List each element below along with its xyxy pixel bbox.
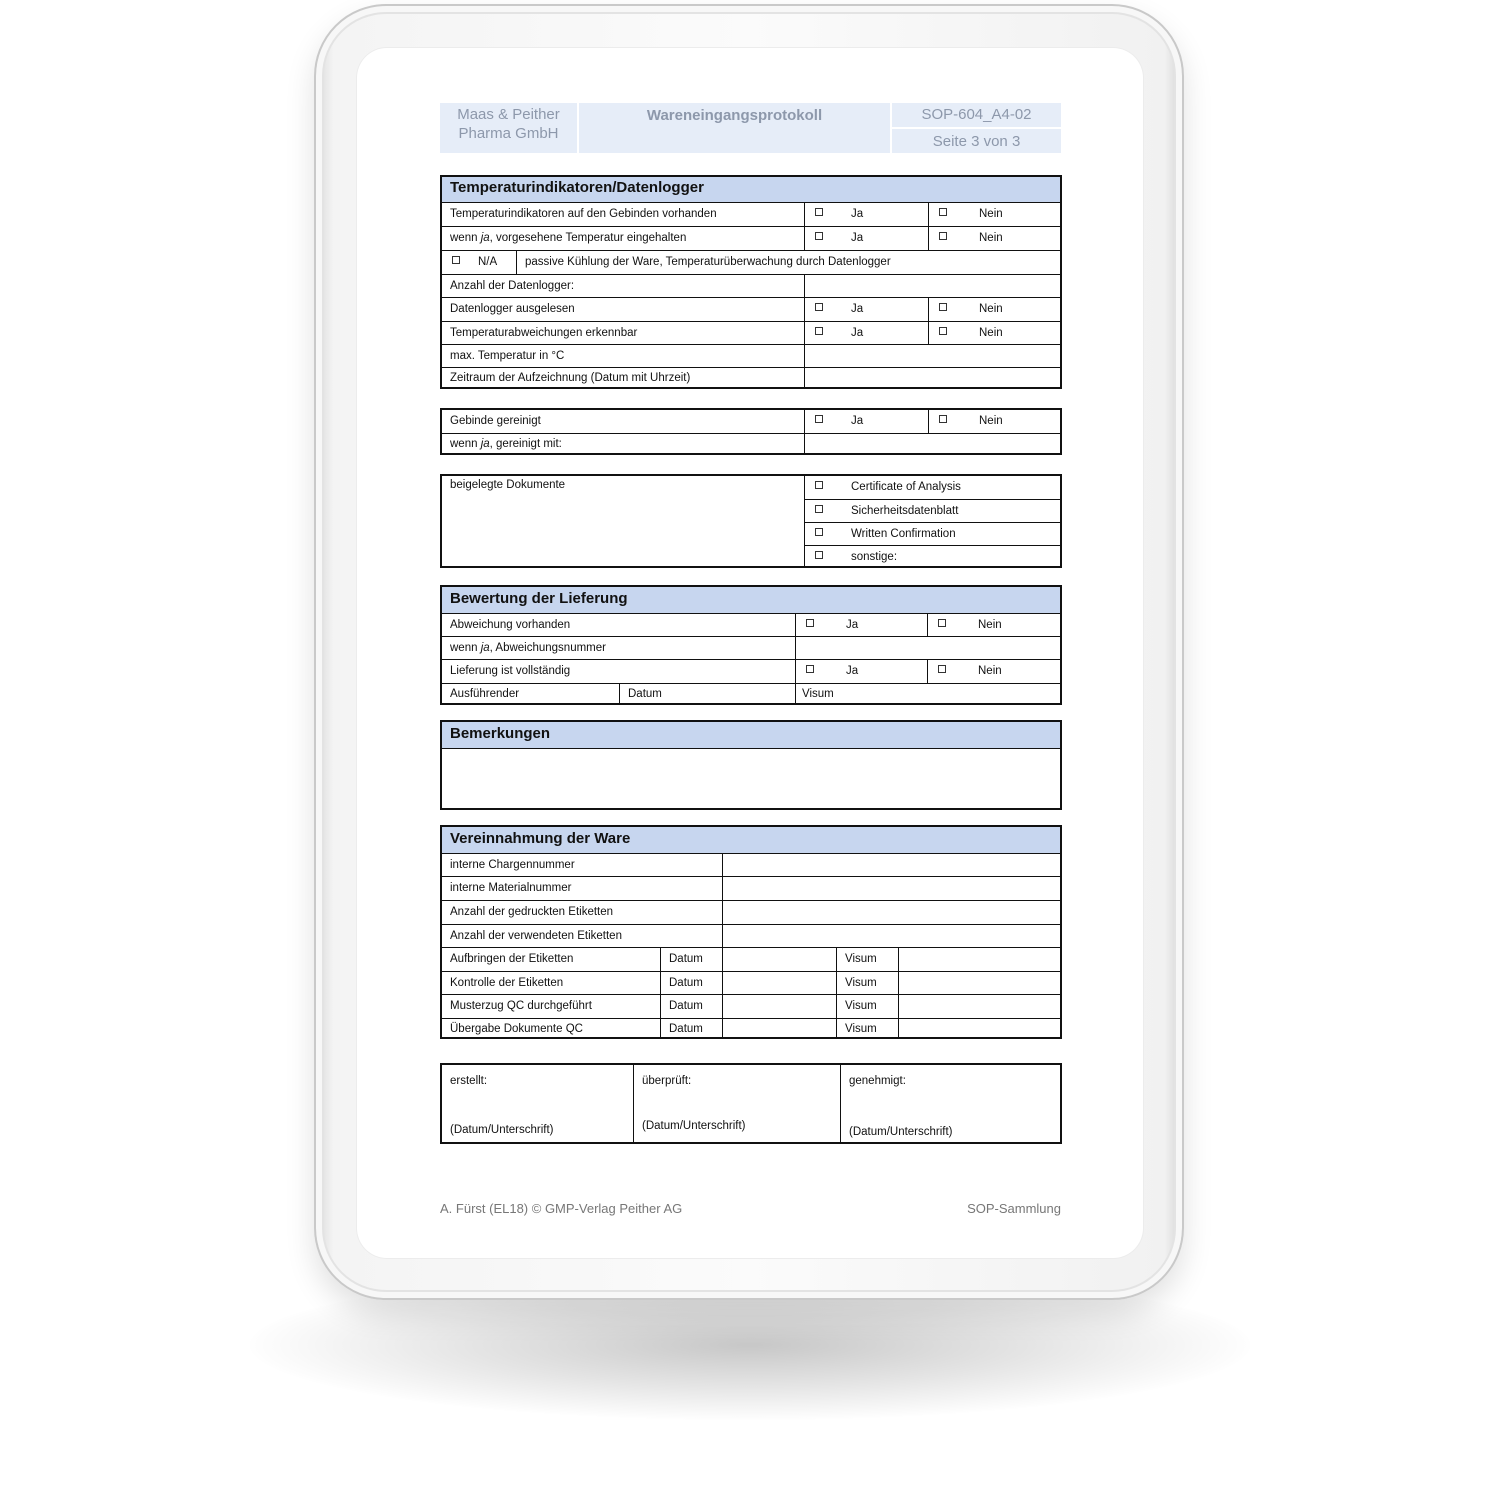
table-row xyxy=(442,226,1060,250)
signature-hint: (Datum/Unterschrift) xyxy=(849,1126,953,1138)
row-label xyxy=(442,227,804,250)
visum-field[interactable] xyxy=(898,948,1060,971)
label-text: , vorgesehene Temperatur eingehalten xyxy=(489,232,687,244)
table-row xyxy=(442,876,1060,900)
visum-label: Visum xyxy=(836,995,898,1018)
checkbox[interactable] xyxy=(815,232,823,240)
option-label: Sicherheitsdatenblatt xyxy=(851,505,959,517)
label-text: , Abweichungsnummer xyxy=(489,642,606,654)
row-label: Aufbringen der Etiketten xyxy=(450,953,574,965)
date-label: Datum xyxy=(660,948,722,971)
table-row xyxy=(442,274,1060,297)
row-label xyxy=(442,637,795,659)
row-label: Abweichung vorhanden xyxy=(450,619,571,631)
row-label: Musterzug QC durchgeführt xyxy=(450,1000,592,1012)
option-label: Ja xyxy=(851,327,864,339)
option-label: Written Confirmation xyxy=(851,528,956,540)
documents-table xyxy=(440,474,1062,568)
table-row xyxy=(442,297,1060,321)
table-row xyxy=(442,659,1060,683)
checkbox[interactable] xyxy=(806,665,814,673)
table-row xyxy=(442,250,1060,274)
option-label: N/A xyxy=(478,256,498,268)
nein-option[interactable] xyxy=(928,410,1060,433)
page-number: Seite 3 von 3 xyxy=(892,129,1061,153)
label-text: wenn xyxy=(450,438,481,450)
option-label: Ja xyxy=(846,619,859,631)
checkbox[interactable] xyxy=(939,208,947,216)
value-field[interactable] xyxy=(804,368,1060,387)
option-label: Nein xyxy=(978,665,1002,677)
visum-label: Visum xyxy=(836,948,898,971)
signature-hint: (Datum/Unterschrift) xyxy=(642,1120,746,1132)
document-header xyxy=(440,103,1061,153)
table-row xyxy=(442,853,1060,876)
row-label: passive Kühlung der Ware, Temperaturüberwachung durch Datenlogger xyxy=(516,251,1060,274)
row-label: Temperaturabweichungen erkennbar xyxy=(450,327,638,339)
row-label: Datenlogger ausgelesen xyxy=(450,303,575,315)
label-text: wenn xyxy=(450,642,481,654)
checkbox[interactable] xyxy=(815,551,823,559)
nein-option[interactable] xyxy=(928,298,1060,321)
label-emphasis: ja xyxy=(480,232,490,244)
checkbox[interactable] xyxy=(939,327,947,335)
footer-copyright: A. Fürst (EL18) © GMP-Verlag Peither AG xyxy=(440,1201,683,1216)
ja-option[interactable] xyxy=(804,410,928,433)
option-label: sonstige: xyxy=(851,551,898,563)
visum-label: Visum xyxy=(795,684,1060,703)
row-label xyxy=(442,434,804,453)
date-field[interactable] xyxy=(722,1019,836,1037)
ja-option[interactable] xyxy=(804,298,928,321)
row-label: max. Temperatur in °C xyxy=(450,350,565,362)
value-field[interactable] xyxy=(804,434,1060,453)
row-label: Anzahl der Datenlogger: xyxy=(450,280,575,292)
row-label: Kontrolle der Etiketten xyxy=(450,977,564,989)
value-field[interactable] xyxy=(722,901,1060,924)
checkbox[interactable] xyxy=(938,665,946,673)
document-option[interactable] xyxy=(805,545,1061,566)
date-label: Datum xyxy=(660,1019,722,1037)
value-field[interactable] xyxy=(722,925,1060,947)
value-field[interactable] xyxy=(804,275,1060,297)
signoff-approved[interactable] xyxy=(840,1065,1060,1142)
row-label: beigelegte Dokumente xyxy=(450,479,566,491)
checkbox[interactable] xyxy=(939,415,947,423)
row-label: Gebinde gereinigt xyxy=(450,415,541,427)
option-label: Ja xyxy=(846,665,859,677)
table-row xyxy=(442,994,1060,1018)
date-field[interactable] xyxy=(722,995,836,1018)
company-line-2: Pharma GmbH xyxy=(458,125,559,142)
rating-table xyxy=(440,585,1062,705)
table-row xyxy=(442,433,1060,453)
checkbox[interactable] xyxy=(815,327,823,335)
table-row xyxy=(442,613,1060,636)
footer-collection: SOP-Sammlung xyxy=(967,1201,1061,1216)
document-option[interactable] xyxy=(805,499,1061,522)
value-field[interactable] xyxy=(722,877,1060,900)
option-label: Nein xyxy=(979,415,1003,427)
document-title: Wareneingangsprotokoll xyxy=(579,103,890,153)
intake-table xyxy=(440,825,1062,1039)
table-row xyxy=(442,924,1060,947)
date-label: Datum xyxy=(660,995,722,1018)
section-header: Vereinnahmung der Ware xyxy=(442,827,1060,853)
row-label: Ausführender xyxy=(450,688,520,700)
value-field[interactable] xyxy=(804,345,1060,367)
document-option[interactable] xyxy=(805,522,1061,545)
signoff-table xyxy=(440,1063,1062,1144)
temperature-table xyxy=(440,175,1062,389)
nein-option[interactable] xyxy=(928,227,1060,250)
row-label: Übergabe Dokumente QC xyxy=(450,1023,583,1035)
signoff-checked[interactable] xyxy=(633,1065,840,1142)
nein-option[interactable] xyxy=(927,614,1060,636)
option-label: Nein xyxy=(979,327,1003,339)
document-option[interactable] xyxy=(805,476,1061,499)
ja-option[interactable] xyxy=(804,203,928,226)
nein-option[interactable] xyxy=(928,203,1060,226)
table-row xyxy=(442,900,1060,924)
table-row xyxy=(442,683,1060,703)
signoff-label: erstellt: xyxy=(450,1075,488,1087)
checkbox[interactable] xyxy=(815,303,823,311)
option-label: Certificate of Analysis xyxy=(851,481,961,493)
row-label: Anzahl der gedruckten Etiketten xyxy=(450,906,614,918)
option-label: Nein xyxy=(978,619,1002,631)
option-label: Ja xyxy=(851,232,864,244)
cleaning-table xyxy=(440,408,1062,455)
checkbox[interactable] xyxy=(815,415,823,423)
visum-label: Visum xyxy=(836,972,898,994)
table-row xyxy=(442,410,1060,433)
checkbox[interactable] xyxy=(815,481,823,489)
value-field[interactable] xyxy=(795,637,1060,659)
visum-field[interactable] xyxy=(898,1019,1060,1037)
ja-option[interactable] xyxy=(795,660,927,683)
checkbox[interactable] xyxy=(939,232,947,240)
ja-option[interactable] xyxy=(795,614,927,636)
section-header: Temperaturindikatoren/Datenlogger xyxy=(442,177,1060,202)
value-field[interactable] xyxy=(722,854,1060,876)
checkbox[interactable] xyxy=(938,619,946,627)
na-option[interactable] xyxy=(442,251,516,274)
label-text: , gereinigt mit: xyxy=(489,438,562,450)
checkbox[interactable] xyxy=(939,303,947,311)
table-row xyxy=(442,344,1060,367)
checkbox[interactable] xyxy=(452,256,460,264)
option-label: Ja xyxy=(851,303,864,315)
checkbox[interactable] xyxy=(815,208,823,216)
visum-field[interactable] xyxy=(898,972,1060,994)
table-row xyxy=(442,636,1060,659)
table-row xyxy=(442,1018,1060,1037)
company-line-1: Maas & Peither xyxy=(457,106,560,123)
row-label: Temperaturindikatoren auf den Gebinden vorhanden xyxy=(450,208,717,220)
section-header: Bemerkungen xyxy=(442,722,1060,748)
ja-option[interactable] xyxy=(804,322,928,344)
date-label: Datum xyxy=(619,684,795,703)
signoff-label: genehmigt: xyxy=(849,1075,906,1087)
sop-number: SOP-604_A4-02 xyxy=(892,103,1061,127)
option-label: Nein xyxy=(979,208,1003,220)
table-row xyxy=(442,947,1060,971)
remarks-table xyxy=(440,720,1062,810)
option-label: Nein xyxy=(979,232,1003,244)
row-label: Anzahl der verwendeten Etiketten xyxy=(450,930,622,942)
section-header: Bewertung der Lieferung xyxy=(442,587,1060,613)
option-label: Ja xyxy=(851,208,864,220)
remarks-field[interactable] xyxy=(442,748,1060,808)
row-label: Zeitraum der Aufzeichnung (Datum mit Uhrzeit) xyxy=(450,372,691,384)
company-name xyxy=(440,103,577,153)
signoff-label: überprüft: xyxy=(642,1075,692,1087)
date-field[interactable] xyxy=(722,972,836,994)
visum-field[interactable] xyxy=(898,995,1060,1018)
label-emphasis: ja xyxy=(480,438,490,450)
ja-option[interactable] xyxy=(804,227,928,250)
signoff-created[interactable] xyxy=(442,1065,633,1142)
checkbox[interactable] xyxy=(815,505,823,513)
checkbox[interactable] xyxy=(806,619,814,627)
table-row xyxy=(442,321,1060,344)
row-label: interne Chargennummer xyxy=(450,859,575,871)
row-label: interne Materialnummer xyxy=(450,882,572,894)
option-label: Ja xyxy=(851,415,864,427)
label-text: wenn xyxy=(450,232,481,244)
date-label: Datum xyxy=(660,972,722,994)
option-label: Nein xyxy=(979,303,1003,315)
table-row xyxy=(442,202,1060,226)
documents-list xyxy=(804,476,1060,566)
signature-hint: (Datum/Unterschrift) xyxy=(450,1124,554,1136)
nein-option[interactable] xyxy=(927,660,1060,683)
nein-option[interactable] xyxy=(928,322,1060,344)
table-row xyxy=(442,971,1060,994)
row-label: Lieferung ist vollständig xyxy=(450,665,571,677)
label-emphasis: ja xyxy=(480,642,490,654)
date-field[interactable] xyxy=(722,948,836,971)
visum-label: Visum xyxy=(836,1019,898,1037)
checkbox[interactable] xyxy=(815,528,823,536)
table-row xyxy=(442,367,1060,387)
